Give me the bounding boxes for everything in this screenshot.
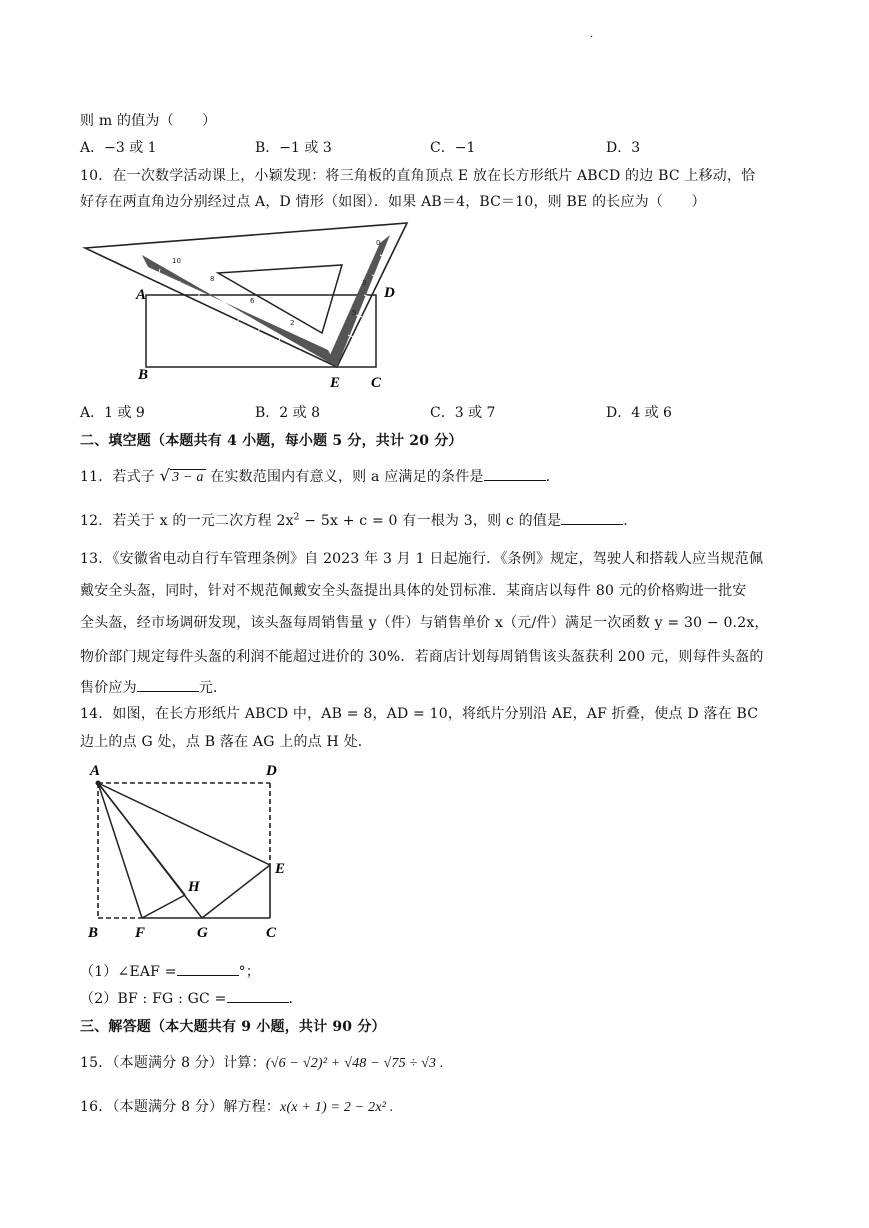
q14-sub2 [80,988,293,1008]
q9-option-a: A．−3 或 1 [80,140,157,156]
q14-sub1 [80,961,260,981]
q14-figure [80,755,295,945]
q16-pre: 16．（本题满分 8 分）解方程： [80,1099,281,1115]
svg-text:3: 3 [362,279,367,287]
q13-line2: 戴安全头盔，同时，针对不规范佩戴安全头盔提出具体的处罚标准．某商店以每件 80 元的价格购进一批安 [80,583,747,599]
fig14-label-c: C [266,925,277,941]
fig14-label-d: D [266,763,277,779]
label-a: A [136,287,147,303]
q10-line2: 好存在两直角边分别经过点 A，D 情形（如图）．如果 AB＝4，BC＝10，则 BE 的长应为（ ） [80,194,706,210]
q10-option-a: A．1 或 9 [80,405,145,421]
q10-option-d: D．4 或 6 [606,405,672,421]
fig14-label-b: B [88,925,99,941]
fig14-label-e: E [275,861,286,877]
svg-text:2: 2 [290,319,295,327]
triangle-ruler-inner [218,265,342,333]
q12-blank [561,513,623,525]
q10-option-c: C．3 或 7 [430,405,496,421]
q10-figure [80,215,415,395]
fig14-label-h: H [188,879,200,895]
q14-line1: 14．如图，在长方形纸片 ABCD 中，AB = 8，AD = 10，将纸片分别沿 AE，AF 折叠，使点 D 落在 BC [80,706,759,722]
svg-text:10: 10 [172,257,181,265]
svg-text:6: 6 [250,297,255,305]
q12: 12．若关于 x 的一元二次方程 $2x^2 - 5x + c = 0$ 有一根为 3，则 c 的值是 . [80,512,628,529]
section-3-heading: 三、解答题（本大题共有 9 小题，共计 90 分） [80,1019,386,1035]
q11-blank [484,469,546,481]
q10-line1: 10．在一次数学活动课上，小颖发现：将三角板的直角顶点 E 放在长方形纸片 ABCD 的边 BC 上移动，恰 [80,168,756,184]
q9-option-b: B．−1 或 3 [255,140,332,156]
q16 [80,1096,394,1116]
q13-line4: 物价部门规定每件头盔的利润不能超过进价的 30%．若商店计划每周销售该头盔获利 200 元，则每件头盔的 [80,649,764,665]
q14-sub2-pre: （2）BF : FG : GC = [80,991,227,1007]
label-b: B [138,367,149,383]
q14-sub2-blank [227,991,289,1003]
q14-sub2-post: . [288,991,294,1007]
q15-expression: (√6 − √2)² + √48 − √75 ÷ √3 . [265,1056,444,1071]
q14-line2: 边上的点 G 处，点 B 落在 AG 上的点 H 处． [80,734,372,750]
q9-option-c: C．−1 [430,140,476,156]
section-2-heading: 二、填空题（本题共有 4 小题，每小题 5 分，共计 20 分） [80,433,463,449]
q14-sub1-pre: （1）∠EAF = [80,964,177,980]
q15 [80,1052,444,1072]
q13-blank [137,680,199,692]
svg-text:8: 8 [210,275,215,283]
label-d: D [384,285,395,301]
q12-mid: − 5x + c = 0 有一根为 3，则 c 的值是 [304,513,562,529]
q11-radicand: 3 − a [172,470,204,485]
q9-option-d: D．3 [606,140,641,156]
q13-line5 [80,677,227,697]
svg-text:0: 0 [376,239,381,247]
q11: 11．若式子 √ 3 − a 在实数范围内有意义，则 a 应满足的条件是 . [80,466,551,485]
svg-text:5: 5 [352,309,357,317]
ruler-band-right [330,235,390,367]
q14-sub1-post: °； [238,964,261,980]
q13-line5-pre: 售价应为 [80,680,137,696]
q12-pre: 12．若关于 x 的一元二次方程 2x [80,513,294,529]
top-dot: · [590,32,594,43]
q13-line3: 全头盔，经市场调研发现，该头盔每周销售量 y（件）与销售单价 x（元/件）满足一次函数 y = 30 − 0.2x， [80,615,769,631]
q11-pre: 11．若式子 [80,469,156,485]
label-e: E [330,375,341,391]
q11-post: 在实数范围内有意义，则 a 应满足的条件是 [210,469,484,485]
q15-pre: 15．（本题满分 8 分）计算： [80,1055,266,1071]
label-c: C [371,375,382,391]
q16-expression: x(x + 1) = 2 − 2x² . [280,1100,394,1115]
fig14-label-a: A [90,763,101,779]
q9-stem: 则 m 的值为（ ） [80,113,217,129]
fig14-label-g: G [197,925,208,941]
fig14-label-f: F [135,925,146,941]
q14-sub1-blank [177,964,239,976]
q13-line1: 13．《安徽省电动自行车管理条例》自 2023 年 3 月 1 日起施行．《条例》规定，驾驶人和搭载人应当规范佩 [80,551,764,567]
q10-option-b: B．2 或 8 [255,405,321,421]
q13-line5-post: 元． [198,680,228,696]
